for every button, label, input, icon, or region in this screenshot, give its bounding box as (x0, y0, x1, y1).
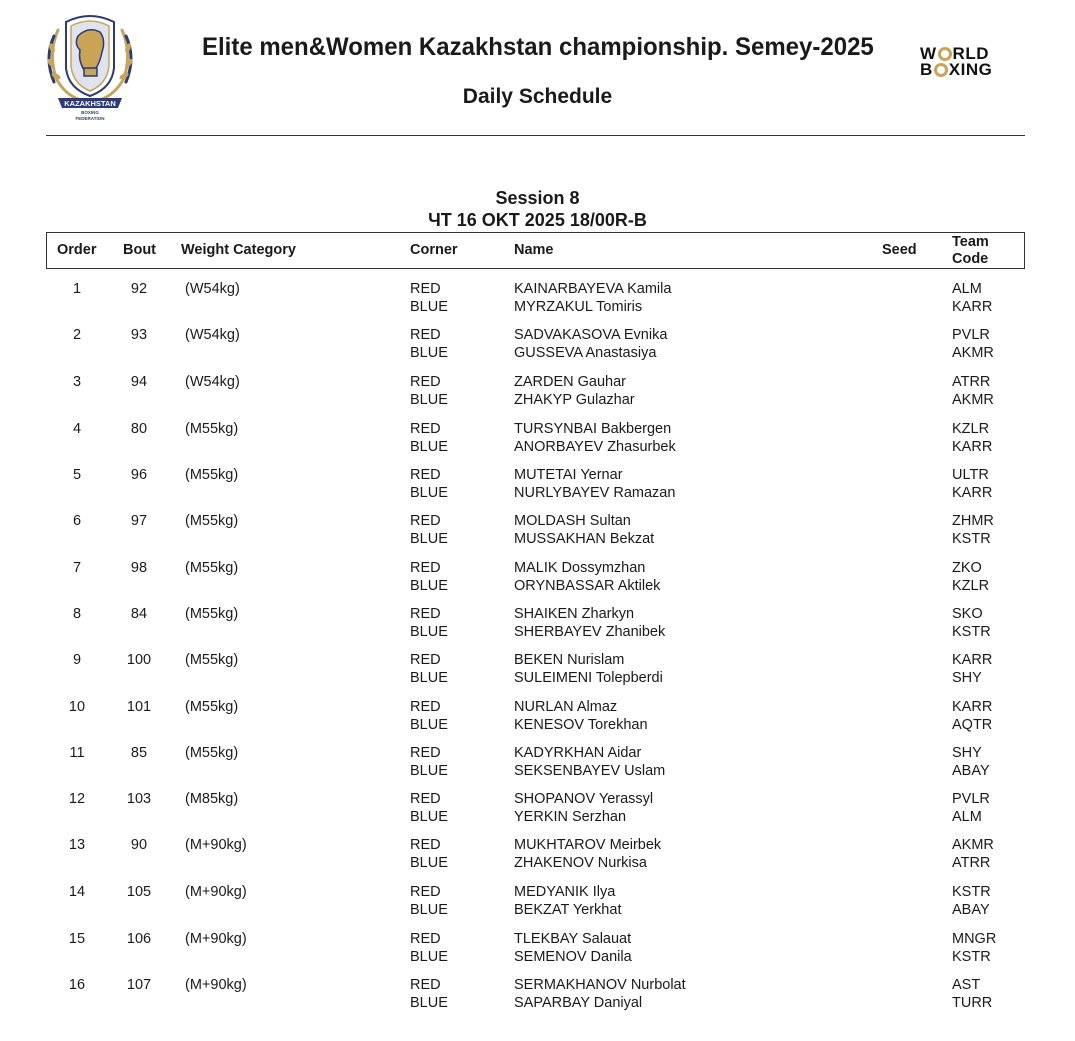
blue-team-code: KZLR (952, 578, 990, 594)
red-team-code: ULTR (952, 467, 989, 483)
order-cell: 2 (72, 327, 82, 343)
order-cell: 8 (72, 606, 82, 622)
document-title (0, 33, 1075, 62)
red-corner-cell: RED (410, 327, 441, 343)
bout-cell: 101 (126, 699, 152, 715)
red-corner-cell: RED (410, 837, 441, 853)
order-cell: 5 (72, 467, 82, 483)
red-corner-cell: RED (410, 977, 441, 993)
blue-boxer-name: ZHAKENOV Nurkisa (514, 855, 647, 871)
weight-category-cell: (W54kg) (185, 327, 240, 343)
red-corner-cell: RED (410, 374, 441, 390)
blue-corner-cell: BLUE (410, 995, 448, 1011)
bout-cell: 105 (126, 884, 152, 900)
bout-cell: 106 (126, 931, 152, 947)
red-corner-cell: RED (410, 791, 441, 807)
table-row (0, 651, 1075, 691)
column-header-team-line2: Code (952, 251, 989, 267)
red-boxer-name: NURLAN Almaz (514, 699, 618, 715)
blue-boxer-name: SAPARBAY Daniyal (514, 995, 643, 1011)
order-cell: 15 (68, 931, 86, 947)
blue-corner-cell: BLUE (410, 439, 448, 455)
session-date: ЧТ 16 OKT 2025 18/00R-B (428, 210, 647, 230)
table-row (0, 930, 1075, 970)
red-boxer-name: SHOPANOV Yerassyl (514, 791, 654, 807)
bout-cell: 80 (130, 421, 148, 437)
red-boxer-name: TLEKBAY Salauat (514, 931, 632, 947)
weight-category-cell: (M55kg) (185, 421, 239, 437)
red-boxer-name: MUKHTAROV Meirbek (514, 837, 662, 853)
column-header-bout: Bout (123, 242, 157, 258)
table-row (0, 373, 1075, 413)
table-row (0, 559, 1075, 599)
order-cell: 11 (69, 745, 85, 761)
blue-boxer-name: SEMENOV Danila (514, 949, 632, 965)
column-header-corner: Corner (410, 242, 458, 258)
order-cell: 13 (68, 837, 86, 853)
bout-cell: 100 (126, 652, 152, 668)
red-team-code: ZHMR (952, 513, 994, 529)
bout-cell: 96 (130, 467, 148, 483)
weight-category-cell: (W54kg) (185, 374, 240, 390)
red-corner-cell: RED (410, 421, 441, 437)
column-header-order: Order (57, 242, 97, 258)
world-boxing-letter-b: B (920, 60, 933, 79)
column-header-team-line1: Team (952, 234, 989, 250)
weight-category-cell: (M55kg) (185, 699, 239, 715)
blue-corner-cell: BLUE (410, 485, 448, 501)
red-boxer-name: KADYRKHAN Aidar (514, 745, 642, 761)
order-cell: 16 (68, 977, 86, 993)
blue-boxer-name: SULEIMENI Tolepberdi (514, 670, 663, 686)
red-corner-cell: RED (410, 699, 441, 715)
red-boxer-name: BEKEN Nurislam (514, 652, 625, 668)
blue-team-code: ABAY (952, 902, 990, 918)
order-cell: 6 (72, 513, 82, 529)
blue-boxer-name: NURLYBAYEV Ramazan (514, 485, 676, 501)
table-row (0, 512, 1075, 552)
bout-cell: 85 (130, 745, 148, 761)
blue-team-code: TURR (952, 995, 993, 1011)
blue-boxer-name: MYRZAKUL Tomiris (514, 299, 643, 315)
world-boxing-letters-xing: XING (948, 60, 993, 79)
blue-boxer-name: SHERBAYEV Zhanibek (514, 624, 666, 640)
blue-team-code: KARR (952, 299, 993, 315)
red-corner-cell: RED (410, 931, 441, 947)
red-corner-cell: RED (410, 513, 441, 529)
column-header-weight-category: Weight Category (181, 242, 296, 258)
weight-category-cell: (M55kg) (185, 513, 239, 529)
world-boxing-letter-w: W (920, 44, 937, 63)
blue-team-code: KARR (952, 439, 993, 455)
red-boxer-name: ZARDEN Gauhar (514, 374, 627, 390)
red-team-code: ZKO (952, 560, 982, 576)
red-team-code: KARR (952, 699, 993, 715)
red-boxer-name: MOLDASH Sultan (514, 513, 631, 529)
blue-boxer-name: MUSSAKHAN Bekzat (514, 531, 655, 547)
blue-team-code: KARR (952, 485, 993, 501)
weight-category-cell: (M85kg) (185, 791, 239, 807)
blue-team-code: AKMR (952, 392, 994, 408)
blue-corner-cell: BLUE (410, 855, 448, 871)
table-row (0, 790, 1075, 830)
red-boxer-name: SERMAKHANOV Nurbolat (514, 977, 686, 993)
order-cell: 12 (68, 791, 86, 807)
bout-cell: 92 (130, 281, 148, 297)
red-corner-cell: RED (410, 560, 441, 576)
logo-text-boxing: BOXING (81, 110, 99, 115)
blue-team-code: ALM (952, 809, 982, 825)
blue-corner-cell: BLUE (410, 949, 448, 965)
red-team-code: MNGR (952, 931, 997, 947)
order-cell: 14 (68, 884, 86, 900)
world-boxing-logo-line2 (920, 62, 1024, 78)
red-team-code: PVLR (952, 791, 990, 807)
blue-boxer-name: YERKIN Serzhan (514, 809, 627, 825)
red-corner-cell: RED (410, 606, 441, 622)
blue-team-code: KSTR (952, 531, 991, 547)
blue-corner-cell: BLUE (410, 578, 448, 594)
bout-cell: 84 (130, 606, 148, 622)
bout-cell: 94 (130, 374, 148, 390)
order-cell: 1 (72, 281, 82, 297)
bout-cell: 90 (130, 837, 148, 853)
blue-team-code: KSTR (952, 949, 991, 965)
red-boxer-name: KAINARBAYEVA Kamila (514, 281, 672, 297)
blue-boxer-name: KENESOV Torekhan (514, 717, 648, 733)
world-boxing-logo (920, 46, 1024, 86)
red-team-code: KZLR (952, 421, 990, 437)
blue-corner-cell: BLUE (410, 670, 448, 686)
gold-ring-icon (938, 47, 952, 61)
red-team-code: ATRR (952, 374, 991, 390)
red-team-code: KSTR (952, 884, 991, 900)
blue-corner-cell: BLUE (410, 624, 448, 640)
blue-corner-cell: BLUE (410, 763, 448, 779)
red-boxer-name: SHAIKEN Zharkyn (514, 606, 635, 622)
blue-corner-cell: BLUE (410, 345, 448, 361)
session-label: Session 8 (495, 188, 580, 208)
gold-ring-icon (934, 63, 948, 77)
order-cell: 9 (72, 652, 82, 668)
table-row (0, 698, 1075, 738)
header-divider (46, 135, 1025, 136)
column-header-team-code (952, 234, 989, 268)
logo-text-federation: FEDERATION (75, 116, 105, 121)
blue-boxer-name: GUSSEVA Anastasiya (514, 345, 657, 361)
table-row (0, 280, 1075, 320)
blue-corner-cell: BLUE (410, 902, 448, 918)
red-team-code: AST (952, 977, 981, 993)
weight-category-cell: (W54kg) (185, 281, 240, 297)
red-corner-cell: RED (410, 281, 441, 297)
bout-cell: 107 (126, 977, 152, 993)
blue-team-code: SHY (952, 670, 982, 686)
bout-cell: 93 (130, 327, 148, 343)
weight-category-cell: (M55kg) (185, 606, 239, 622)
blue-team-code: AKMR (952, 345, 994, 361)
order-cell: 3 (72, 374, 82, 390)
logo-text-kazakhstan: KAZAKHSTAN (64, 99, 116, 108)
order-cell: 4 (72, 421, 82, 437)
blue-corner-cell: BLUE (410, 299, 448, 315)
table-row (0, 420, 1075, 460)
red-corner-cell: RED (410, 745, 441, 761)
weight-category-cell: (M55kg) (185, 745, 239, 761)
weight-category-cell: (M+90kg) (185, 837, 247, 853)
column-header-seed: Seed (882, 242, 917, 258)
blue-corner-cell: BLUE (410, 392, 448, 408)
red-boxer-name: MALIK Dossymzhan (514, 560, 646, 576)
red-boxer-name: TURSYNBAI Bakbergen (514, 421, 672, 437)
blue-team-code: AQTR (952, 717, 993, 733)
world-boxing-letters-rld: RLD (952, 44, 989, 63)
bout-cell: 97 (130, 513, 148, 529)
document-title-text: Elite men&Women Kazakhstan championship. Semey-2025 (201, 33, 874, 61)
blue-corner-cell: BLUE (410, 717, 448, 733)
weight-category-cell: (M55kg) (185, 560, 239, 576)
blue-boxer-name: ZHAKYP Gulazhar (514, 392, 635, 408)
red-team-code: PVLR (952, 327, 990, 343)
red-boxer-name: SADVAKASOVA Evnika (514, 327, 668, 343)
table-row (0, 883, 1075, 923)
table-row (0, 466, 1075, 506)
blue-team-code: ABAY (952, 763, 990, 779)
bout-cell: 98 (130, 560, 148, 576)
blue-corner-cell: BLUE (410, 809, 448, 825)
red-team-code: SKO (952, 606, 983, 622)
table-row (0, 326, 1075, 366)
weight-category-cell: (M+90kg) (185, 977, 247, 993)
order-cell: 10 (68, 699, 86, 715)
table-row (0, 605, 1075, 645)
blue-boxer-name: BEKZAT Yerkhat (514, 902, 622, 918)
table-row (0, 836, 1075, 876)
document-subtitle: Daily Schedule (462, 85, 613, 108)
weight-category-cell: (M+90kg) (185, 931, 247, 947)
column-header-name: Name (514, 242, 554, 258)
red-team-code: SHY (952, 745, 982, 761)
red-boxer-name: MUTETAI Yernar (514, 467, 623, 483)
red-boxer-name: MEDYANIK Ilya (514, 884, 616, 900)
blue-boxer-name: SEKSENBAYEV Uslam (514, 763, 666, 779)
blue-boxer-name: ANORBAYEV Zhasurbek (514, 439, 676, 455)
red-team-code: KARR (952, 652, 993, 668)
blue-corner-cell: BLUE (410, 531, 448, 547)
bout-cell: 103 (126, 791, 152, 807)
blue-boxer-name: ORYNBASSAR Aktilek (514, 578, 661, 594)
table-header (46, 232, 1025, 269)
table-row (0, 976, 1075, 1016)
weight-category-cell: (M55kg) (185, 652, 239, 668)
red-corner-cell: RED (410, 884, 441, 900)
red-corner-cell: RED (410, 467, 441, 483)
red-corner-cell: RED (410, 652, 441, 668)
weight-category-cell: (M55kg) (185, 467, 239, 483)
red-team-code: AKMR (952, 837, 994, 853)
blue-team-code: KSTR (952, 624, 991, 640)
order-cell: 7 (72, 560, 82, 576)
red-team-code: ALM (952, 281, 982, 297)
weight-category-cell: (M+90kg) (185, 884, 247, 900)
table-row (0, 744, 1075, 784)
blue-team-code: ATRR (952, 855, 991, 871)
